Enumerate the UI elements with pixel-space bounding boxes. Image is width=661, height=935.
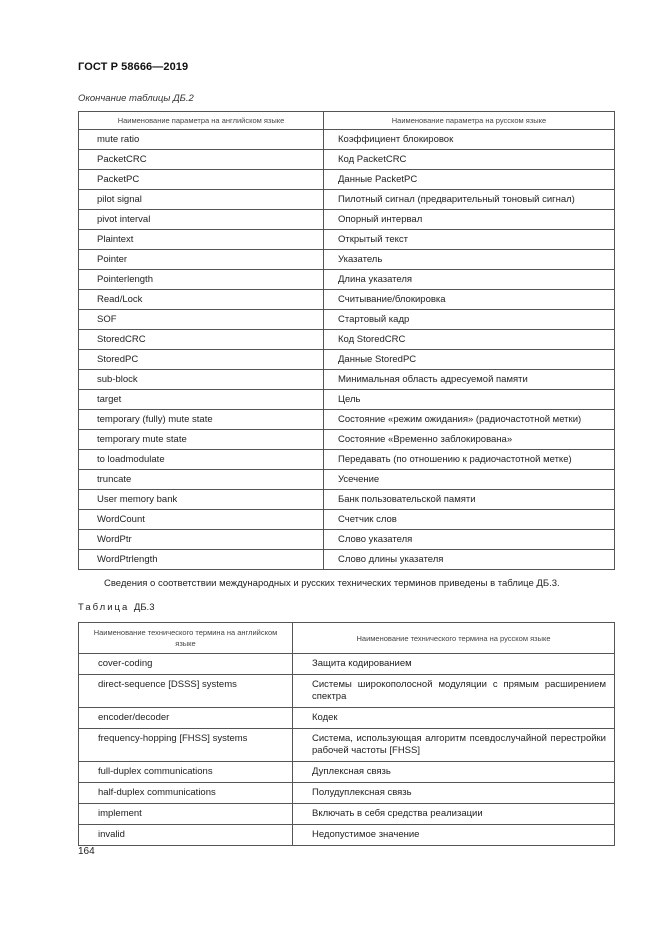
term-english: to loadmodulate — [79, 450, 324, 470]
table-row — [79, 170, 615, 190]
term-russian: Стартовый кадр — [324, 310, 615, 330]
term-russian: Недопустимое значение — [293, 825, 615, 846]
term-russian: Данные PacketPC — [324, 170, 615, 190]
term-russian: Кодек — [293, 708, 615, 729]
table-row — [79, 350, 615, 370]
reference-paragraph: Сведения о соответствии международных и русских технических терминов приведены в таблице ДБ.3. — [104, 578, 560, 589]
table-row — [79, 550, 615, 570]
table-row — [79, 370, 615, 390]
table-row — [79, 330, 615, 350]
table-row — [79, 250, 615, 270]
table-row — [79, 510, 615, 530]
term-english: implement — [79, 804, 293, 825]
term-russian: Открытый текст — [324, 230, 615, 250]
term-russian: Полудуплексная связь — [293, 783, 615, 804]
table-row — [79, 210, 615, 230]
term-english: direct-sequence [DSSS] systems — [79, 675, 293, 708]
table-row — [79, 783, 615, 804]
table1-caption: Окончание таблицы ДБ.2 — [78, 93, 194, 104]
term-russian: Длина указателя — [324, 270, 615, 290]
terms-table-db3 — [78, 622, 615, 846]
term-russian: Состояние «Временно заблокирована» — [324, 430, 615, 450]
term-english: temporary (fully) mute state — [79, 410, 324, 430]
term-russian: Защита кодированием — [293, 654, 615, 675]
term-english: cover-coding — [79, 654, 293, 675]
term-english: full-duplex communications — [79, 762, 293, 783]
table-row — [79, 390, 615, 410]
term-english: encoder/decoder — [79, 708, 293, 729]
table-row — [79, 825, 615, 846]
table-row — [79, 190, 615, 210]
table-row — [79, 150, 615, 170]
table-row — [79, 230, 615, 250]
table-row — [79, 530, 615, 550]
term-russian: Дуплексная связь — [293, 762, 615, 783]
table2-body — [79, 654, 615, 846]
table-row — [79, 270, 615, 290]
term-russian: Код StoredCRC — [324, 330, 615, 350]
table-row — [79, 804, 615, 825]
table-row — [79, 762, 615, 783]
term-english: invalid — [79, 825, 293, 846]
table-header-row — [79, 623, 615, 654]
standard-title: ГОСТ Р 58666—2019 — [78, 61, 189, 73]
table-row — [79, 729, 615, 762]
table2-caption-number: ДБ.3 — [133, 602, 155, 613]
term-english: half-duplex communications — [79, 783, 293, 804]
term-english: mute ratio — [79, 130, 324, 150]
term-english: pilot signal — [79, 190, 324, 210]
term-english: StoredCRC — [79, 330, 324, 350]
page-number: 164 — [78, 846, 95, 857]
term-english: Pointer — [79, 250, 324, 270]
term-russian: Пилотный сигнал (предварительный тоновый сигнал) — [324, 190, 615, 210]
table1-body — [79, 130, 615, 570]
table2-caption-word: Таблица — [78, 602, 130, 613]
term-english: WordCount — [79, 510, 324, 530]
term-english: User memory bank — [79, 490, 324, 510]
term-russian: Система, использующая алгоритм псевдослучайной перестройки рабочей частоты [FHSS] — [293, 729, 615, 762]
term-english: WordPtr — [79, 530, 324, 550]
table-header-row — [79, 112, 615, 130]
term-russian: Считывание/блокировка — [324, 290, 615, 310]
term-russian: Счетчик слов — [324, 510, 615, 530]
term-russian: Состояние «режим ожидания» (радиочастотной метки) — [324, 410, 615, 430]
terms-table-db2 — [78, 111, 615, 570]
term-russian: Данные StoredPC — [324, 350, 615, 370]
term-english: frequency-hopping [FHSS] systems — [79, 729, 293, 762]
term-russian: Включать в себя средства реализации — [293, 804, 615, 825]
term-english: Plaintext — [79, 230, 324, 250]
term-russian: Передавать (по отношению к радиочастотной метке) — [324, 450, 615, 470]
term-russian: Указатель — [324, 250, 615, 270]
table-row — [79, 290, 615, 310]
term-russian: Цель — [324, 390, 615, 410]
column-header-english: Наименование технического термина на английском языке — [79, 623, 293, 654]
table-row — [79, 490, 615, 510]
term-english: WordPtrlength — [79, 550, 324, 570]
table-row — [79, 654, 615, 675]
table-row — [79, 470, 615, 490]
term-russian: Коэффициент блокировок — [324, 130, 615, 150]
term-russian: Системы широкополосной модуляции с прямым расширением спектра — [293, 675, 615, 708]
table2-caption — [78, 602, 154, 613]
term-russian: Опорный интервал — [324, 210, 615, 230]
term-russian: Слово длины указателя — [324, 550, 615, 570]
term-russian: Код PacketCRC — [324, 150, 615, 170]
term-english: PacketPC — [79, 170, 324, 190]
column-header-russian: Наименование параметра на русском языке — [324, 112, 615, 130]
term-english: Read/Lock — [79, 290, 324, 310]
term-russian: Усечение — [324, 470, 615, 490]
column-header-english: Наименование параметра на английском языке — [79, 112, 324, 130]
term-english: target — [79, 390, 324, 410]
term-english: temporary mute state — [79, 430, 324, 450]
term-english: StoredPC — [79, 350, 324, 370]
term-english: PacketCRC — [79, 150, 324, 170]
table-row — [79, 410, 615, 430]
table-row — [79, 130, 615, 150]
term-russian: Слово указателя — [324, 530, 615, 550]
table-row — [79, 708, 615, 729]
table-row — [79, 430, 615, 450]
term-english: truncate — [79, 470, 324, 490]
term-russian: Банк пользовательской памяти — [324, 490, 615, 510]
column-header-russian: Наименование технического термина на русском языке — [293, 623, 615, 654]
term-english: pivot interval — [79, 210, 324, 230]
term-english: sub-block — [79, 370, 324, 390]
table-row — [79, 675, 615, 708]
term-russian: Минимальная область адресуемой памяти — [324, 370, 615, 390]
table-row — [79, 310, 615, 330]
table-row — [79, 450, 615, 470]
term-english: Pointerlength — [79, 270, 324, 290]
term-english: SOF — [79, 310, 324, 330]
